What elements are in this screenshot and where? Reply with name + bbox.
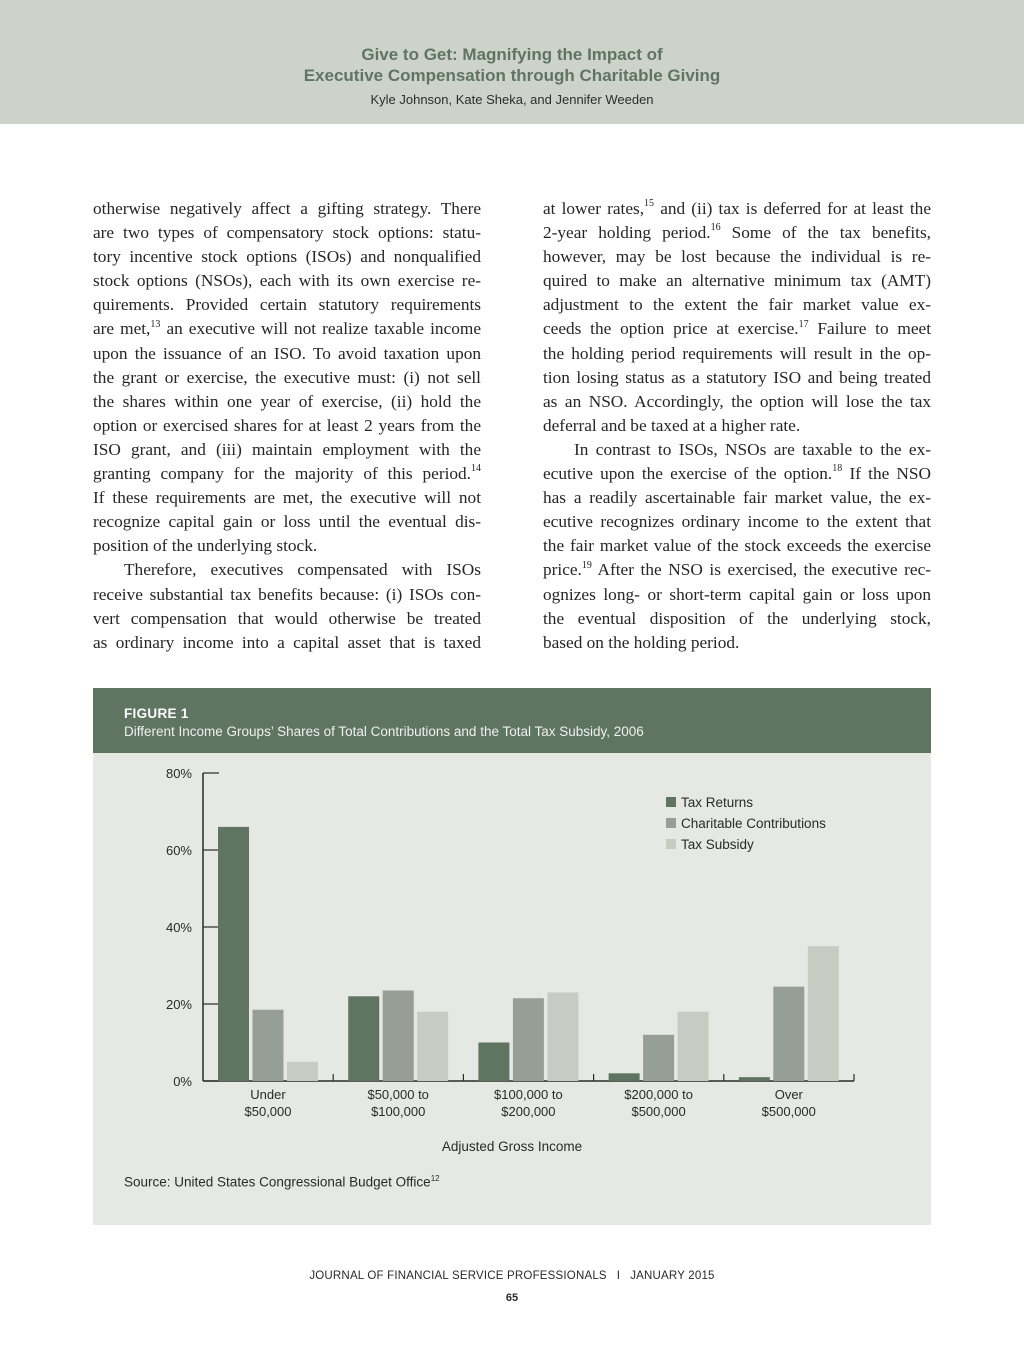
text-line [543, 293, 931, 317]
bar [808, 946, 839, 1081]
text-line [543, 221, 931, 245]
text-line [543, 631, 931, 655]
page-number: 65 [505, 1292, 519, 1304]
text-line-continuation: If the NSO [842, 464, 932, 484]
figure-source [124, 1174, 440, 1190]
text-line-continuation: After the NSO is exercised, the executive rec- [591, 560, 931, 580]
text-line [543, 510, 931, 534]
text-line-content: In contrast to ISOs, NSOs are taxable to the ex- [574, 439, 931, 459]
bar [253, 1010, 284, 1081]
text-line-content: at lower rates, [543, 199, 645, 218]
text-line-content: ISO grant, and (iii) maintain employment with the [93, 439, 481, 459]
text-line [93, 414, 481, 438]
text-line-continuation: an executive will not realize taxable income [160, 319, 481, 339]
footnote-ref: 15 [644, 198, 655, 210]
text-line-continuation: and (ii) tax is deferred for at least the [654, 199, 931, 218]
x-tick-label: $50,000 [244, 1104, 292, 1119]
legend-swatch [666, 839, 676, 849]
text-line-content: the holding period requirements will result in the op- [543, 343, 931, 363]
text-line-content: are two types of compensatory stock options: statu- [93, 223, 481, 243]
text-line-content: the shares within one year of exercise, (ii) hold the [93, 391, 481, 411]
text-line [93, 197, 481, 221]
y-tick-label: 80% [165, 766, 192, 781]
text-line [93, 366, 481, 390]
text-line-content: receive substantial tax benefits because: (i) ISOs con- [93, 584, 481, 604]
text-line-content: otherwise negatively affect a gifting strategy. There [93, 199, 481, 218]
text-line-content: Therefore, executives compensated with ISOs [124, 560, 481, 580]
footnote-ref: 14 [471, 463, 481, 475]
text-line [93, 390, 481, 414]
y-tick-label: 0% [173, 1074, 192, 1089]
footer-separator: I [616, 1270, 621, 1282]
bar [739, 1077, 770, 1081]
text-line [93, 293, 481, 317]
text-line-content: recognize capital gain or loss until the eventual dis- [93, 512, 481, 532]
figure-source-text: Source: United States Congressional Budget Office [124, 1174, 431, 1190]
bar [348, 996, 379, 1081]
footer-journal: JOURNAL OF FINANCIAL SERVICE PROFESSIONALS [309, 1270, 607, 1282]
y-tick-label: 20% [165, 997, 192, 1012]
text-line-content: ognizes long- or short-term capital gain or loss upon [543, 584, 931, 604]
text-line [543, 486, 931, 510]
bar [773, 987, 804, 1081]
text-line [93, 510, 481, 534]
text-line [543, 317, 931, 341]
bar [513, 998, 544, 1081]
body-column-right [543, 197, 931, 655]
text-line-content: quirements. Provided certain statutory requirements [93, 295, 481, 315]
text-line [93, 438, 481, 462]
bar-chart [93, 753, 931, 1173]
text-line [93, 462, 481, 486]
bar [383, 991, 414, 1081]
text-line [543, 269, 931, 293]
text-line-content: tory incentive stock options (ISOs) and nonqualified [93, 247, 481, 267]
x-tick-label: $100,000 [371, 1104, 426, 1119]
bar [678, 1012, 709, 1081]
text-line-content: 2-year holding period. [543, 223, 711, 243]
legend-entry: Charitable Contributions [681, 816, 826, 831]
text-line-continuation: Some of the tax benefits, [720, 223, 931, 243]
footnote-ref: 19 [581, 559, 592, 571]
text-line-content: as ordinary income into a capital asset that is taxed [93, 632, 481, 652]
bar [287, 1062, 318, 1081]
y-tick-label: 40% [165, 920, 192, 935]
text-line [543, 462, 931, 486]
footnote-ref: 16 [710, 222, 721, 234]
legend-entry: Tax Subsidy [681, 837, 754, 852]
text-line [93, 269, 481, 293]
x-tick-label: $200,000 to [624, 1087, 693, 1102]
x-tick-label: $50,000 to [367, 1087, 429, 1102]
text-line [543, 390, 931, 414]
header-authors: Kyle Johnson, Kate Sheka, and Jennifer Weeden [370, 92, 654, 107]
text-line [93, 631, 481, 655]
bar [417, 1012, 448, 1081]
text-line-content: ceeds the option price at exercise. [543, 319, 799, 339]
text-line [543, 366, 931, 390]
x-tick-label: $500,000 [761, 1104, 816, 1119]
bar [218, 827, 249, 1081]
footnote-ref: 13 [150, 318, 161, 330]
legend-swatch [666, 797, 676, 807]
text-line [93, 583, 481, 607]
text-line-content: ecutive recognizes ordinary income to the extent that [543, 512, 931, 532]
text-line-content: stock options (NSOs), each with its own exercise re- [93, 271, 481, 291]
text-line-content: If these requirements are met, the executive will not [93, 488, 481, 508]
text-line [93, 342, 481, 366]
footnote-ref: 17 [798, 318, 809, 330]
running-header [0, 0, 1024, 124]
figure-1 [93, 688, 931, 1225]
text-line-content: tion losing status as a statutory ISO and being treated [543, 367, 931, 387]
text-line-content: as an NSO. Accordingly, the option will lose the tax [543, 391, 931, 411]
bar [547, 992, 578, 1081]
text-line-content: upon the issuance of an ISO. To avoid taxation upon [93, 343, 481, 363]
text-line [93, 317, 481, 341]
body-column-left [93, 197, 481, 655]
header-title-line-2: Executive Compensation through Charitable Giving [303, 66, 721, 85]
header-title-line-1: Give to Get: Magnifying the Impact of [361, 45, 663, 64]
text-line [543, 583, 931, 607]
text-line-content: the eventual disposition of the underlying stock, [543, 608, 931, 628]
text-line-content: ecutive upon the exercise of the option. [543, 464, 833, 484]
bar [609, 1073, 640, 1081]
text-line-content: quired to make an alternative minimum tax (AMT) [543, 271, 931, 291]
text-line [543, 342, 931, 366]
text-line [93, 245, 481, 269]
legend-swatch [666, 818, 676, 828]
footer-date: JANUARY 2015 [630, 1270, 715, 1282]
x-axis-label: Adjusted Gross Income [441, 1139, 583, 1154]
text-line [543, 558, 931, 582]
x-tick-label: $200,000 [501, 1104, 556, 1119]
figure-caption: Different Income Groups’ Shares of Total Contributions and the Total Tax Subsidy, 2006 [124, 724, 644, 739]
text-line-content: deferral and be taxed at a higher rate. [543, 415, 801, 435]
text-line [543, 245, 931, 269]
text-line [93, 221, 481, 245]
running-footer [0, 1270, 1024, 1282]
text-line [543, 438, 931, 462]
text-line-content: the fair market value of the stock exceeds the exercise [543, 536, 931, 556]
text-line-content: has a readily ascertainable fair market value, the ex- [543, 488, 931, 508]
text-line-content: vert compensation that would otherwise be treated [93, 608, 481, 628]
figure-label: FIGURE 1 [124, 706, 189, 721]
x-tick-label: $500,000 [631, 1104, 686, 1119]
text-line [93, 534, 481, 558]
x-tick-label: Under [250, 1087, 286, 1102]
text-line-content: granting company for the majority of this period. [93, 464, 471, 484]
footnote-ref: 18 [832, 463, 843, 475]
legend-entry: Tax Returns [681, 795, 754, 810]
text-line-content: price. [543, 560, 582, 580]
text-line-content: option or exercised shares for at least 2 years from the [93, 415, 481, 435]
text-line-content: position of the underlying stock. [93, 536, 318, 556]
text-line [543, 414, 931, 438]
x-tick-label: $100,000 to [494, 1087, 563, 1102]
figure-source-footnote: 12 [430, 1174, 440, 1183]
text-line-content: adjustment to the extent the fair market value ex- [543, 295, 931, 315]
bar [478, 1043, 509, 1082]
x-tick-label: Over [774, 1087, 803, 1102]
text-line [93, 558, 481, 582]
text-line [93, 486, 481, 510]
y-tick-label: 60% [165, 843, 192, 858]
figure-header [93, 688, 931, 753]
text-line [543, 607, 931, 631]
text-line [543, 197, 931, 221]
text-line-content: based on the holding period. [543, 632, 740, 652]
bar [643, 1035, 674, 1081]
text-line-content: however, may be lost because the individual is re- [543, 247, 931, 267]
text-line [93, 607, 481, 631]
text-line-content: the grant or exercise, the executive must: (i) not sell [93, 367, 481, 387]
text-line-continuation: Failure to meet [808, 319, 931, 339]
text-line [543, 534, 931, 558]
text-line-content: are met, [93, 319, 151, 339]
